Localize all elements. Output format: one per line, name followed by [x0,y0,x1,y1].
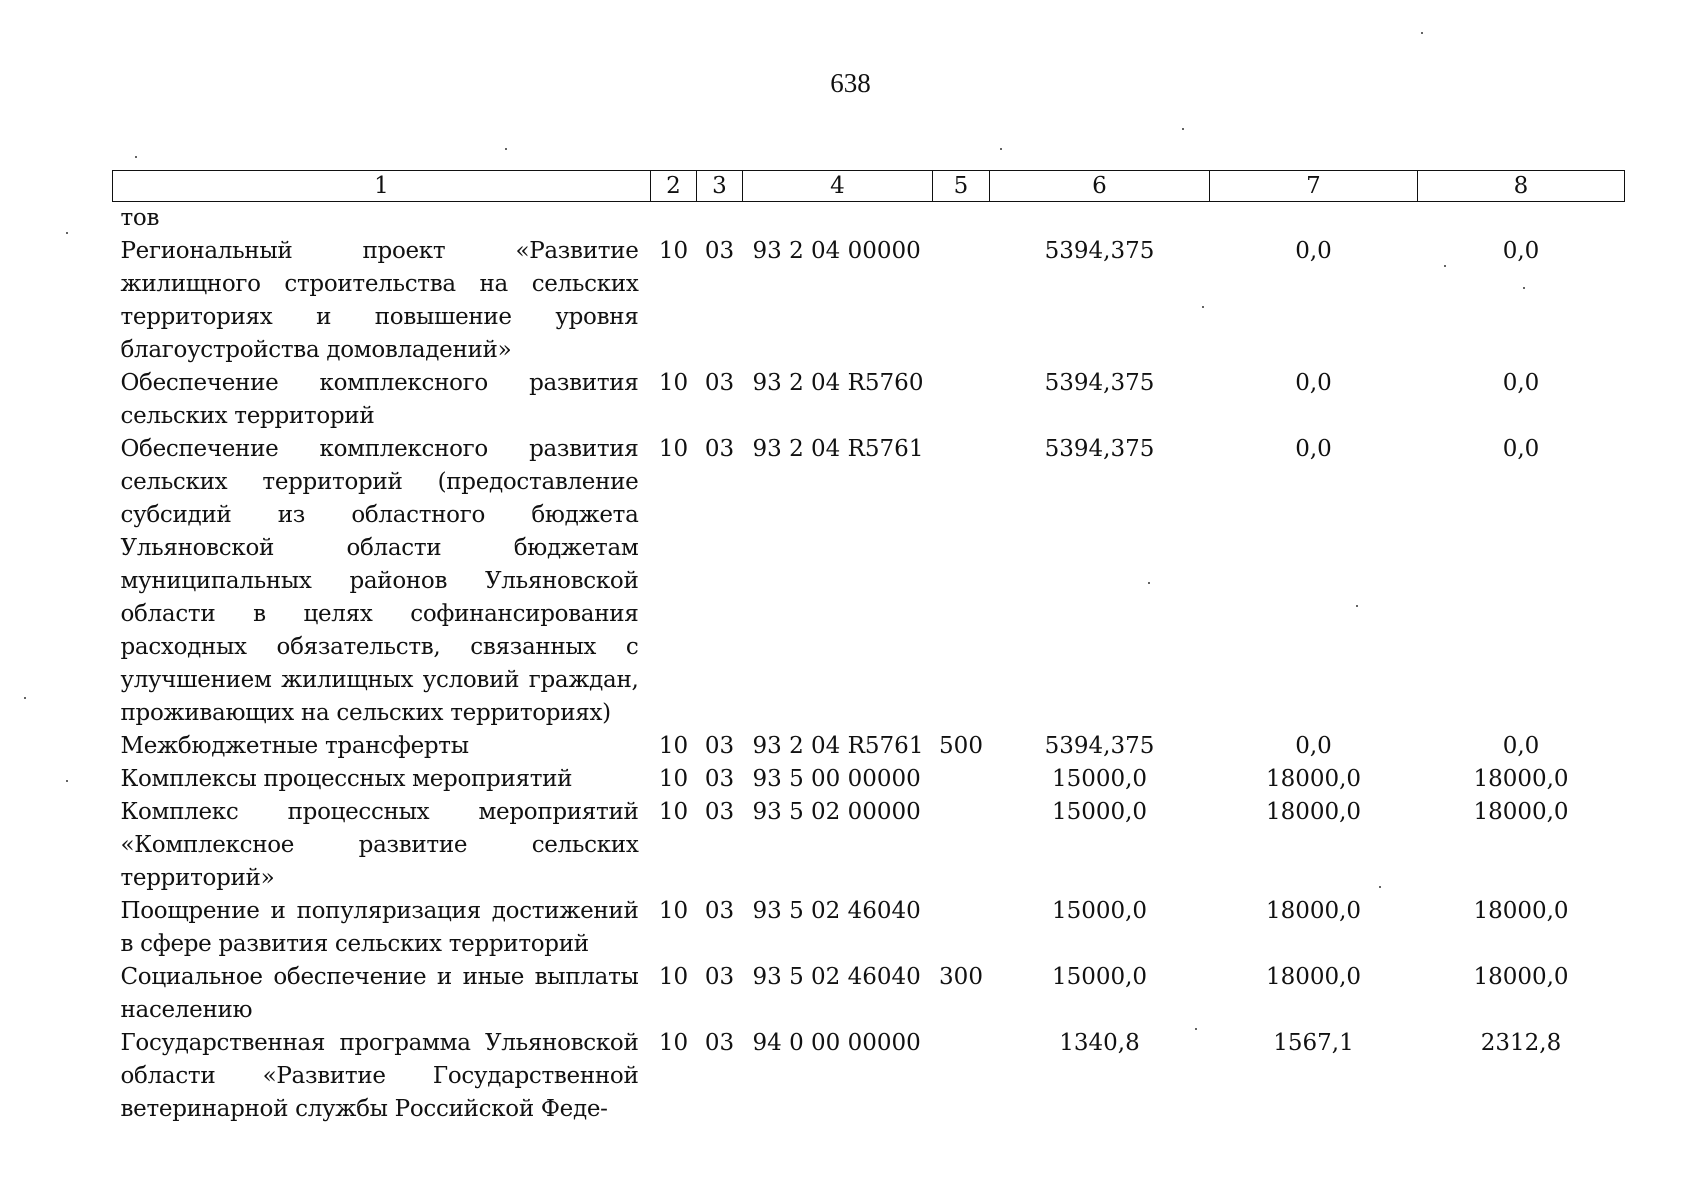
amount-col-6 [990,202,1210,236]
scan-speck [1148,582,1150,584]
table-row [113,367,1625,433]
target-article-code: 94 0 00 00000 [752,1030,921,1056]
amount-col-6: 5394,375 [1044,733,1155,759]
scan-speck [1182,128,1184,130]
amount-col-7: 18000,0 [1265,766,1362,792]
item-name: Комплекс процессных мероприятий «Комплексное развитие сельских территорий» [120,799,639,891]
scan-speck [1195,1028,1197,1030]
scan-speck [1421,32,1423,34]
subsection-code: 03 [704,436,735,462]
amount-col-8: 18000,0 [1473,964,1569,990]
subsection-code: 03 [704,766,735,792]
scan-speck [135,156,137,158]
target-article-code: 93 5 02 46040 [752,898,921,924]
amount-col-6: 15000,0 [1051,898,1148,924]
section-code: 10 [658,733,689,759]
amount-col-8: 2312,8 [1480,1030,1562,1056]
table-row [113,433,1625,730]
table-row [113,730,1625,763]
scan-speck [1202,306,1204,308]
scan-speck [1356,605,1358,607]
target-article-code: 93 2 04 R5761 [752,733,924,759]
target-article-code: 93 2 04 R5760 [752,370,924,396]
amount-col-7: 0,0 [1295,370,1332,396]
expense-type-code [933,1027,990,1126]
table-row [113,763,1625,796]
target-article-code: 93 5 02 46040 [752,964,921,990]
header-cell-2: 2 [651,171,697,202]
item-name: Поощрение и популяризация достижений в сфере развития сельских территорий [120,898,639,957]
item-name: Комплексы процессных мероприятий [120,766,573,792]
subsection-code: 03 [704,733,735,759]
header-cell-6: 6 [990,171,1210,202]
table-row [113,961,1625,1027]
section-code: 10 [658,436,689,462]
amount-col-7 [1210,202,1418,236]
amount-col-7: 0,0 [1295,436,1332,462]
scan-speck [1379,886,1381,888]
target-article-code: 93 2 04 R5761 [752,436,924,462]
table-row [113,202,1625,236]
expense-type-code [933,796,990,895]
amount-col-6: 15000,0 [1051,964,1148,990]
amount-col-7: 0,0 [1295,733,1332,759]
amount-col-7: 1567,1 [1273,1030,1354,1056]
amount-col-6: 15000,0 [1051,799,1148,825]
section-code: 10 [658,238,689,264]
subsection-code: 03 [704,799,735,825]
amount-col-8: 0,0 [1502,238,1540,264]
table-header-row [113,171,1625,202]
expense-type-code [933,763,990,796]
page-number: 638 [830,68,871,98]
item-name: тов [120,205,160,231]
header-cell-4: 4 [743,171,933,202]
amount-col-8: 0,0 [1502,733,1540,759]
target-article-code [743,202,933,236]
amount-col-8: 0,0 [1502,370,1540,396]
section-code: 10 [658,964,689,990]
amount-col-8: 0,0 [1502,436,1540,462]
item-name: Межбюджетные трансферты [120,733,469,759]
scan-speck [66,780,68,782]
subsection-code [697,202,743,236]
amount-col-6: 5394,375 [1044,436,1155,462]
amount-col-6: 5394,375 [1044,238,1155,264]
expense-type-code: 300 [939,964,983,990]
table-row [113,895,1625,961]
subsection-code: 03 [704,898,735,924]
section-code: 10 [658,766,689,792]
scan-speck [66,232,68,234]
section-code: 10 [658,1030,689,1056]
expense-type-code [933,433,990,730]
target-article-code: 93 5 02 00000 [752,799,921,825]
scan-speck [1523,287,1525,289]
table-row [113,1027,1625,1126]
header-cell-3: 3 [697,171,743,202]
budget-table [112,170,1625,1126]
header-cell-7: 7 [1210,171,1418,202]
expense-type-code [933,895,990,961]
section-code: 10 [658,799,689,825]
header-cell-1: 1 [113,171,651,202]
item-name: Государственная программа Ульяновской области «Развитие Государственной ветеринарной службы Российской Феде- [120,1030,639,1122]
amount-col-8: 18000,0 [1473,898,1569,924]
item-name: Региональный проект «Развитие жилищного строительства на сельских территориях и повышение уровня благоустройства домовладений» [120,238,639,363]
amount-col-7: 18000,0 [1265,799,1362,825]
amount-col-6: 15000,0 [1051,766,1148,792]
target-article-code: 93 2 04 00000 [752,238,921,264]
expense-type-code [933,202,990,236]
table-row [113,796,1625,895]
amount-col-7: 0,0 [1295,238,1332,264]
scan-speck [24,697,26,699]
amount-col-6: 5394,375 [1044,370,1155,396]
target-article-code: 93 5 00 00000 [752,766,921,792]
scan-speck [1000,148,1002,150]
amount-col-7: 18000,0 [1265,964,1362,990]
amount-col-6: 1340,8 [1059,1030,1140,1056]
subsection-code: 03 [704,238,735,264]
item-name: Обеспечение комплексного развития сельских территорий [120,370,639,429]
amount-col-8 [1418,202,1625,236]
scan-speck [505,148,507,150]
section-code: 10 [658,370,689,396]
header-cell-5: 5 [933,171,990,202]
subsection-code: 03 [704,370,735,396]
amount-col-8: 18000,0 [1473,799,1569,825]
item-name: Социальное обеспечение и иные выплаты населению [120,964,639,1023]
item-name: Обеспечение комплексного развития сельских территорий (предоставление субсидий из областного бюджета Ульяновской области бюджетам муниципальных районов Ульяновской области в целях софинансирования расходных обязательств, связанных с улучшением жилищных условий граждан, проживающих на сельских территориях) [120,436,639,726]
amount-col-8: 18000,0 [1473,766,1569,792]
subsection-code: 03 [704,964,735,990]
expense-type-code [933,367,990,433]
expense-type-code: 500 [939,733,983,759]
subsection-code: 03 [704,1030,735,1056]
table-row [113,235,1625,367]
section-code [651,202,697,236]
expense-type-code [933,235,990,367]
scan-speck [1444,265,1446,267]
section-code: 10 [658,898,689,924]
amount-col-7: 18000,0 [1265,898,1362,924]
header-cell-8: 8 [1418,171,1625,202]
